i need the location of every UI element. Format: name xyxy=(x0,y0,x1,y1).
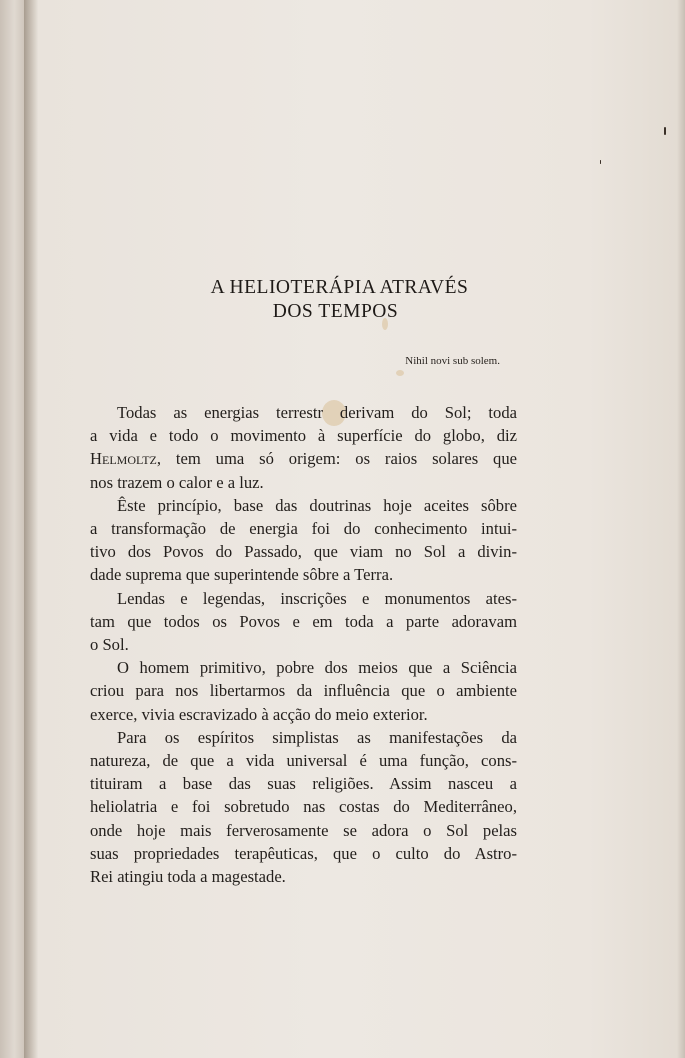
text-line: suas propriedades terapêuticas, que o culto do Astro- xyxy=(90,843,517,863)
text-line: dade suprema que superintende sôbre a Terra. xyxy=(90,565,394,585)
text-line: Lendas e legendas, inscrições e monumentos ates- xyxy=(117,588,517,608)
text-line: natureza, de que a vida universal é uma função, cons- xyxy=(90,751,517,771)
chapter-title xyxy=(0,276,685,324)
gutter-shadow xyxy=(24,0,38,1058)
text-segment: , tem uma só origem: os raios solares que xyxy=(156,449,517,469)
author-name: Helmoltz xyxy=(90,449,157,469)
text-line: tituiram a base das suas religiões. Assim nasceu a xyxy=(90,774,517,794)
text-line: exerce, vivia escravizado à acção do meio exterior. xyxy=(90,704,428,724)
paper-mark xyxy=(600,160,601,164)
text-line: a vida e todo o movimento à superfície do globo, diz xyxy=(90,426,517,446)
text-line: Êste princípio, base das doutrinas hoje aceites sôbre xyxy=(117,495,517,515)
text-line: nos trazem o calor e a luz. xyxy=(90,472,264,492)
paper-stain xyxy=(396,370,404,376)
epigraph: Nihil novi sub solem. xyxy=(405,355,500,367)
chapter-title-line-2: DOS TEMPOS xyxy=(272,301,399,322)
text-line: heliolatria e foi sobretudo nas costas do Mediterrâneo, xyxy=(90,797,517,817)
page-edge-shadow xyxy=(677,0,685,1058)
text-line: tam que todos os Povos e em toda a parte adoravam xyxy=(90,611,517,631)
chapter-title-line-1: A HELIOTERÁPIA ATRAVÉS xyxy=(210,277,469,298)
text-line: criou para nos libertarmos da influência que o ambiente xyxy=(90,681,517,701)
text-line: o Sol. xyxy=(90,635,129,655)
body-text xyxy=(90,401,517,888)
paper-mark xyxy=(664,127,666,135)
text-line: tivo dos Povos do Passado, que viam no Sol a divin- xyxy=(90,542,517,562)
text-line xyxy=(90,447,517,470)
book-spine xyxy=(0,0,24,1058)
text-line: Todas as energias terrestr derivam do Sol; toda xyxy=(117,403,517,422)
text-line: Rei atingiu toda a magestade. xyxy=(90,867,286,887)
text-line: O homem primitivo, pobre dos meios que a Sciência xyxy=(117,658,517,678)
text-line: onde hoje mais ferverosamente se adora o Sol pelas xyxy=(90,820,517,840)
text-line: a transformação de energia foi do conhecimento intui- xyxy=(90,519,517,539)
text-line: Para os espíritos simplistas as manifestações da xyxy=(117,727,517,747)
